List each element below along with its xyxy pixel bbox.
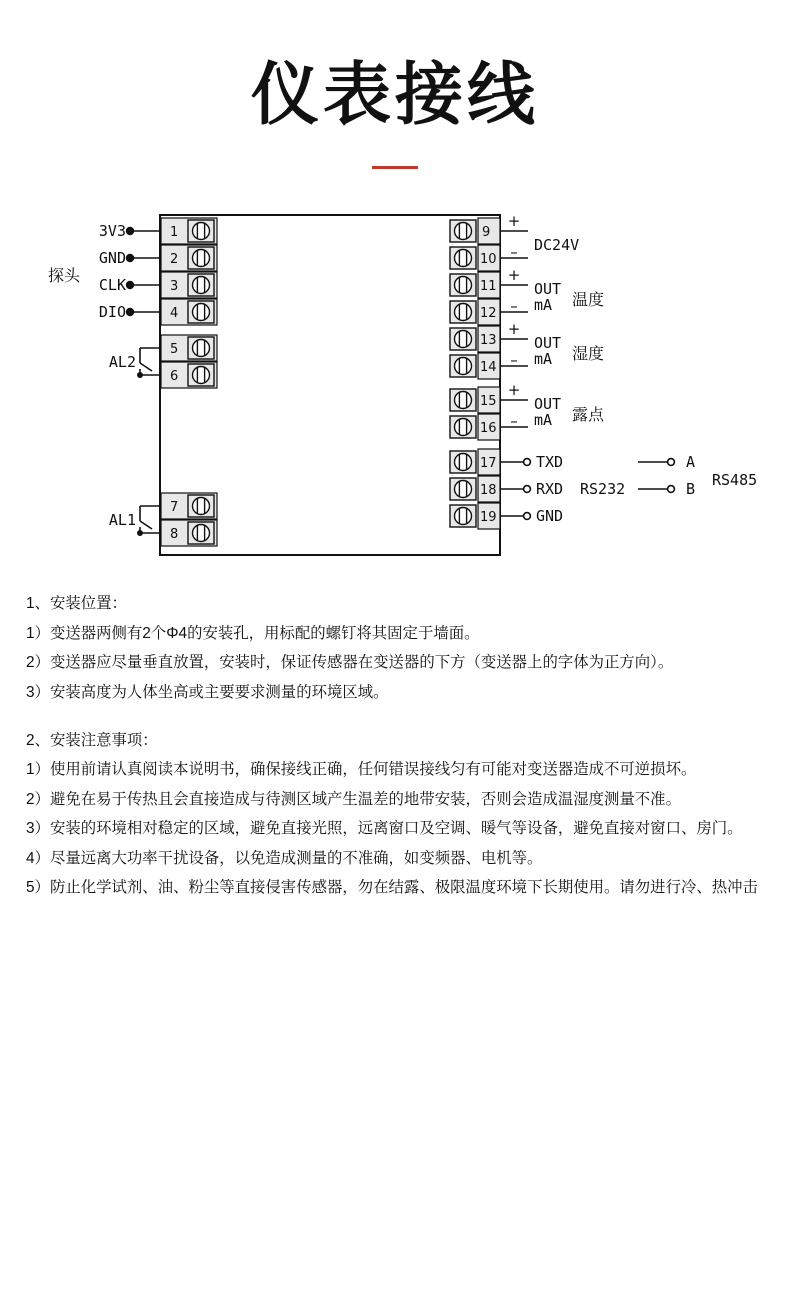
svg-text:OUT: OUT (534, 334, 562, 353)
svg-text:mA: mA (534, 350, 553, 369)
section-1-heading: 1、安装位置： (26, 595, 127, 613)
svg-text:–: – (510, 297, 518, 316)
svg-text:+: + (507, 320, 521, 339)
svg-text:11: 11 (480, 279, 497, 295)
svg-text:8: 8 (170, 527, 179, 543)
left-label-4: DIO (98, 303, 126, 322)
svg-text:湿度: 湿度 (572, 346, 605, 364)
svg-text:RXD: RXD (536, 480, 564, 499)
wiring-diagram-svg (0, 193, 790, 583)
svg-text:mA: mA (534, 296, 553, 315)
page-root (0, 56, 790, 1290)
svg-text:RS232: RS232 (580, 480, 626, 499)
svg-text:mA: mA (534, 411, 553, 430)
section-2-item-5: 5）防止化学试剂、油、粉尘等直接侵害传感器，勿在结露、极限温度环境下长期使用。请勿进行冷、热冲击 (26, 879, 758, 897)
svg-text:GND: GND (536, 507, 564, 526)
section-1-item-2: 2）变送器应尽量垂直放置，安装时，保证传感器在变送器的下方（变送器上的字体为正方向）。 (26, 654, 674, 672)
section-2-item-2: 2）避免在易于传热且会直接造成与待测区域产生温差的地带安装，否则会造成温湿度测量不准。 (26, 790, 681, 808)
svg-text:A: A (686, 453, 696, 472)
svg-text:露点: 露点 (572, 407, 605, 425)
svg-text:18: 18 (480, 483, 497, 499)
section-gap (26, 708, 764, 726)
svg-text:3: 3 (170, 279, 179, 295)
section-1-item-1: 1）变送器两侧有2个Φ4的安装孔，用标配的螺钉将其固定于墙面。 (26, 624, 480, 642)
svg-text:9: 9 (482, 225, 491, 241)
instructions (26, 589, 764, 903)
left-label-al1: AL1 (108, 511, 136, 530)
svg-text:17: 17 (480, 456, 497, 472)
left-label-2: GND (98, 249, 126, 268)
svg-text:4: 4 (170, 306, 179, 322)
svg-text:+: + (507, 381, 521, 400)
left-label-al2: AL2 (108, 353, 136, 372)
svg-text:13: 13 (480, 333, 497, 349)
section-2-heading: 2、安装注意事项： (26, 731, 158, 749)
svg-text:–: – (510, 243, 518, 262)
left-label-1: 3V3 (98, 222, 126, 241)
svg-text:6: 6 (170, 369, 179, 385)
svg-text:TXD: TXD (536, 453, 564, 472)
svg-text:2: 2 (170, 252, 179, 268)
probe-group-label: 探头 (48, 268, 81, 286)
svg-text:+: + (507, 212, 521, 231)
section-2-item-1: 1）使用前请认真阅读本说明书，确保接线正确，任何错误接线匀有可能对变送器造成不可逆损坏。 (26, 761, 697, 779)
svg-text:5: 5 (170, 342, 179, 358)
svg-text:–: – (510, 351, 518, 370)
svg-text:RS485: RS485 (712, 471, 758, 490)
section-2-item-3: 3）安装的环境相对稳定的区域，避免直接光照，远离窗口及空调、暖气等设备，避免直接对窗口、房门。 (26, 820, 743, 838)
svg-text:19: 19 (480, 510, 497, 526)
svg-text:10: 10 (480, 252, 497, 268)
svg-text:OUT: OUT (534, 395, 562, 414)
svg-text:B: B (686, 480, 696, 499)
title-divider (372, 166, 418, 169)
svg-text:DC24V: DC24V (534, 236, 580, 255)
svg-text:OUT: OUT (534, 280, 562, 299)
wiring-diagram (0, 193, 790, 583)
left-label-3: CLK (98, 276, 126, 295)
svg-text:温度: 温度 (572, 292, 605, 310)
svg-text:12: 12 (480, 306, 497, 322)
section-2-item-4: 4）尽量远离大功率干扰设备，以免造成测量的不准确，如变频器、电机等。 (26, 849, 543, 867)
section-1-item-3: 3）安装高度为人体坐高或主要要求测量的环境区域。 (26, 683, 389, 701)
svg-text:–: – (510, 412, 518, 431)
svg-text:15: 15 (480, 394, 497, 410)
svg-text:7: 7 (170, 500, 179, 516)
svg-text:16: 16 (480, 421, 497, 437)
svg-text:+: + (507, 266, 521, 285)
page-title: 仪表接线 (250, 57, 539, 133)
svg-text:1: 1 (170, 225, 179, 241)
svg-text:14: 14 (480, 360, 497, 376)
